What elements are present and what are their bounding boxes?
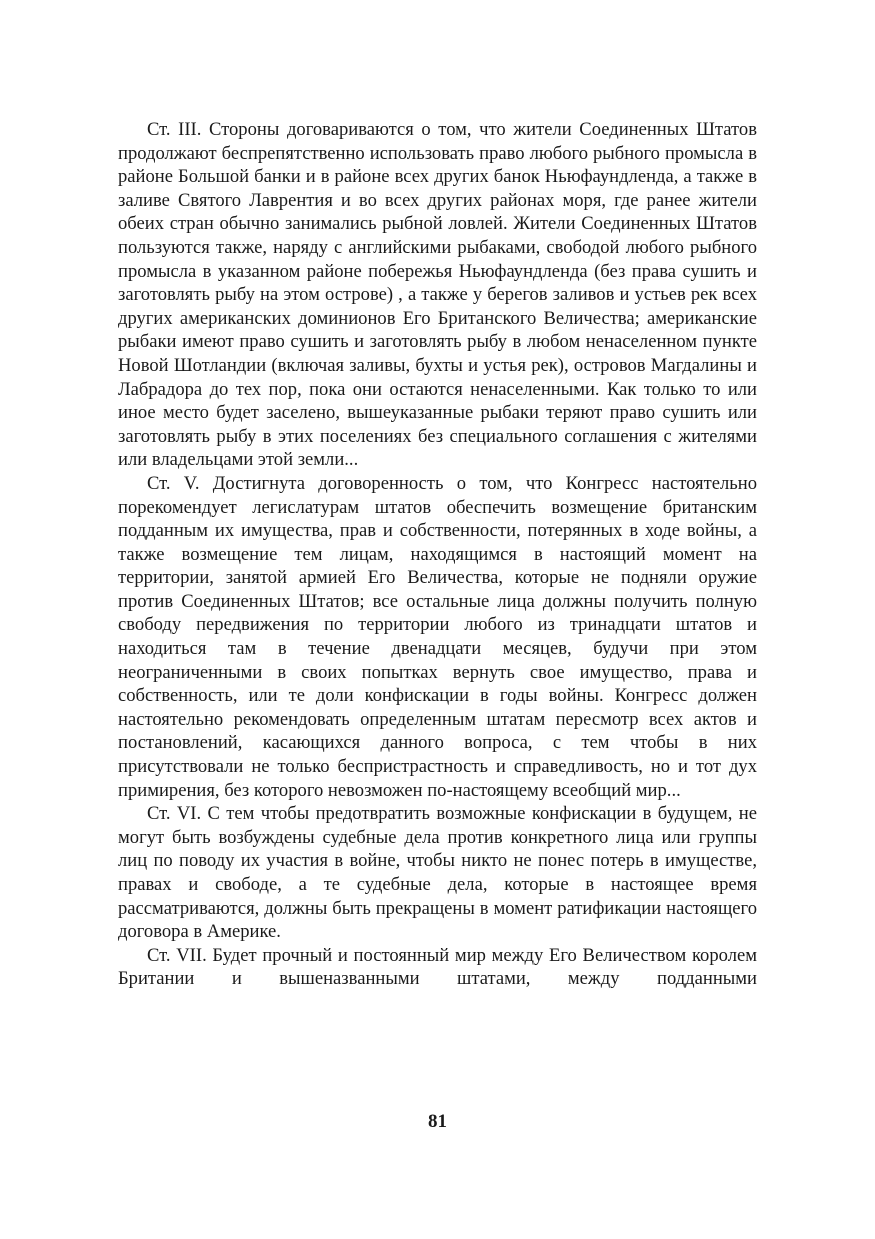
article-5-paragraph: Ст. V. Достигнута договоренность о том, что Конгресс настоятельно порекомендует легислатурам штатов обеспечить возмещение британским подданным их имущества, прав и собственности, потерянных в ходе войны, а также возмещение тем лицам, находящимся в настоящий момент на территории, занятой армией Его Величества, которые не подняли оружие против Соединенных Штатов; все остальные лица должны получить полную свободу передвижения по территории любого из тринадцати штатов и находиться там в течение двенадцати месяцев, будучи при этом неограниченными в своих попытках вернуть свое имущество, права и собственность, или те доли конфискации в годы войны. Конгресс должен настоятельно рекомендовать определенным штатам пересмотр всех актов и постановлений, касающихся данного вопроса, с тем чтобы в них присутствовали не только беспристрастность и справедливость, но и тот дух примирения, без которого невозможен по-настоящему всеобщий мир...	[118, 472, 757, 801]
page-number: 81	[428, 1111, 447, 1132]
article-7-paragraph: Ст. VII. Будет прочный и постоянный мир между Его Величеством королем Британии и вышеназванными штатами, между подданными	[118, 944, 757, 990]
article-6-paragraph: Ст. VI. С тем чтобы предотвратить возможные конфискации в будущем, не могут быть возбуждены судебные дела против конкретного лица или группы лиц по поводу их участия в войне, чтобы никто не понес потерь в имуществе, правах и свободе, а те судебные дела, которые в настоящее время рассматриваются, должны быть прекращены в момент ратификации настоящего договора в Америке.	[118, 803, 757, 943]
article-3-paragraph: Ст. III. Стороны договариваются о том, что жители Соединенных Штатов продолжают беспрепятственно использовать право любого рыбного промысла в районе Большой банки и в районе всех других банок Ньюфаундленда, а также в заливе Святого Лаврентия и во всех других районах моря, где ранее жители обеих стран обычно занимались рыбной ловлей. Жители Соединенных Штатов пользуются также, наряду с английскими рыбаками, свободой любого рыбного промысла в указанном районе побережья Ньюфаундленда (без права сушить и заготовлять рыбу на этом острове) , а также у берегов заливов и устьев рек всех других американских доминионов Его Британского Величества; американские рыбаки имеют право сушить и заготовлять рыбу в любом ненаселенном пункте Новой Шотландии (включая заливы, бухты и устья рек), островов Магдалины и Лабрадора до тех пор, пока они остаются ненаселенными. Как только то или иное место будет заселено, вышеуказанные рыбаки теряют право сушить или заготовлять рыбу в этих поселениях без специального соглашения с жителями или владельцами этой земли...	[118, 119, 757, 471]
page-body	[118, 118, 757, 991]
